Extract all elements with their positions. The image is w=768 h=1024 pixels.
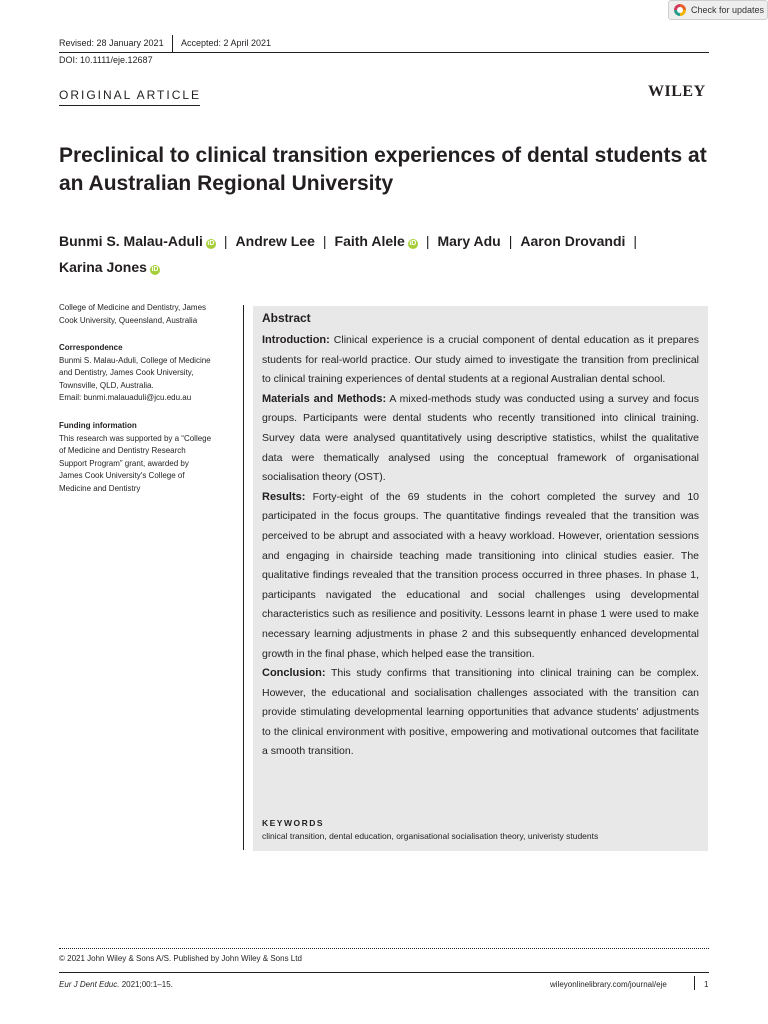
author-separator: | xyxy=(508,233,513,249)
author xyxy=(520,233,625,249)
revised-date: Revised: 28 January 2021 xyxy=(59,38,164,48)
abstract-body xyxy=(262,331,699,762)
citation-details: 2021;00:1–15. xyxy=(119,980,173,989)
abstract-methods xyxy=(262,390,699,488)
doi: DOI: 10.1111/eje.12687 xyxy=(59,55,153,65)
citation xyxy=(59,980,173,989)
journal-name: Eur J Dent Educ. xyxy=(59,980,120,989)
accepted-date: Accepted: 2 April 2021 xyxy=(181,38,272,48)
section-label: Results: xyxy=(262,490,306,503)
section-label: Materials and Methods: xyxy=(262,392,387,405)
author xyxy=(437,233,500,249)
check-for-updates-label: Check for updates xyxy=(691,5,765,15)
funding-line: This research was supported by a “College xyxy=(59,433,212,443)
check-for-updates-button[interactable] xyxy=(668,0,768,20)
funding-info xyxy=(59,420,239,495)
footer-separator xyxy=(694,976,695,990)
copyright: © 2021 John Wiley & Sons A/S. Published by John Wiley & Sons Ltd xyxy=(59,954,302,963)
author-separator: | xyxy=(633,233,638,249)
orcid-icon[interactable]: iD xyxy=(409,240,417,247)
orcid-icon[interactable]: iD xyxy=(151,266,159,273)
funding-line: Support Program” grant, awarded by xyxy=(59,458,189,468)
author-name[interactable]: Aaron Drovandi xyxy=(520,233,626,249)
section-text: Forty-eight of the 69 students in the cohort completed the survey and 10 participated in the focus groups. The quantitative findings revealed that the transition was perceived to be abrupt and associated with a heavy workload. However, orientation sessions and engaging in chairside teaching made transitioning into clinical studies easier. The qualitative findings revealed that the transition process occurred in three phases. In phase 1, participants navigated the educational and social challenges using developmental characteristics such as resilience and positivity. Lessons learnt in phase 1 were used to make necessary learning adjustments in phase 2 and this subsequently enhanced developmental growth in the final phase, which helped ease the transition. xyxy=(262,490,699,660)
column-divider xyxy=(243,305,244,850)
section-text: A mixed-methods study was conducted using a survey and focus groups. Participants were dental students who recently transitioned into clinical training. Survey data were analysed quantitatively using descriptive statistics, whilst the qualitative data were thematically analysed using the conceptual framework of organisational socialisation theory (OST). xyxy=(262,392,699,484)
article-type-rule xyxy=(59,105,200,106)
journal-url[interactable]: wileyonlinelibrary.com/journal/eje xyxy=(550,980,667,989)
correspondence xyxy=(59,342,239,405)
section-text: Clinical experience is a crucial component of dental education as it prepares students for real-world practice. Our study aimed to investigate the transition from preclinical to clinical training experiences of dental students at a regional Australian dental school. xyxy=(262,334,699,386)
funding-line: James Cook University's College of xyxy=(59,471,185,480)
author xyxy=(59,259,160,275)
author-name[interactable]: Faith Alele xyxy=(334,233,405,249)
author-name[interactable]: Bunmi S. Malau-Aduli xyxy=(59,233,203,249)
article-title: Preclinical to clinical transition experiences of dental students at an Australian Regional University xyxy=(59,144,707,195)
abstract-conclusion xyxy=(262,664,699,762)
author-separator: | xyxy=(322,233,327,249)
funding-line: of Medicine and Dentistry Research xyxy=(59,446,186,455)
crossmark-icon xyxy=(674,4,686,16)
section-text: This study confirms that transitioning into clinical training can be complex. However, the educational and socialisation challenges associated with the transition can provide stimulating developmental learning opportunities that advance students' adjustments to the clinical environment with positive, empowering and motivational outcomes that facilitate a smooth transition. xyxy=(262,667,699,758)
header-rule xyxy=(59,52,709,53)
author-separator: | xyxy=(425,233,430,249)
author xyxy=(335,233,418,249)
author-name[interactable]: Andrew Lee xyxy=(235,233,315,249)
keywords-heading: KEYWORDS xyxy=(262,818,325,828)
footer-rule xyxy=(59,972,709,973)
keywords: clinical transition, dental education, organisational socialisation theory, univeristy students xyxy=(262,831,599,841)
abstract-introduction xyxy=(262,331,699,390)
section-label: Introduction: xyxy=(262,334,330,346)
author xyxy=(236,233,315,249)
article-type: ORIGINAL ARTICLE xyxy=(59,88,202,102)
correspondence-email[interactable]: Email: bunmi.malauaduli@jcu.edu.au xyxy=(59,393,192,402)
header-separator xyxy=(172,35,173,52)
correspondence-heading: Correspondence xyxy=(59,343,123,352)
author-name[interactable]: Karina Jones xyxy=(59,259,147,275)
affiliation-line: Cook University, Queensland, Australia xyxy=(59,315,198,325)
author-separator: | xyxy=(223,233,228,249)
footer-dotted-rule xyxy=(59,948,709,949)
section-label: Conclusion: xyxy=(262,667,326,680)
abstract-results xyxy=(262,488,699,664)
affiliation xyxy=(59,302,239,327)
abstract-heading: Abstract xyxy=(262,311,311,325)
author-name[interactable]: Mary Adu xyxy=(437,233,501,249)
affiliation-line: College of Medicine and Dentistry, James xyxy=(59,303,207,312)
funding-line: Medicine and Dentistry xyxy=(59,483,141,493)
page-number: 1 xyxy=(704,980,709,989)
correspondence-line: Bunmi S. Malau-Aduli, College of Medicine xyxy=(59,355,211,365)
correspondence-line: and Dentistry, James Cook University, xyxy=(59,368,194,377)
author-list xyxy=(59,228,719,280)
author xyxy=(59,233,216,249)
correspondence-line: Townsville, QLD, Australia. xyxy=(59,380,154,390)
funding-heading: Funding information xyxy=(59,421,137,430)
orcid-icon[interactable]: iD xyxy=(207,240,215,247)
publisher-logo: WILEY xyxy=(648,83,706,100)
